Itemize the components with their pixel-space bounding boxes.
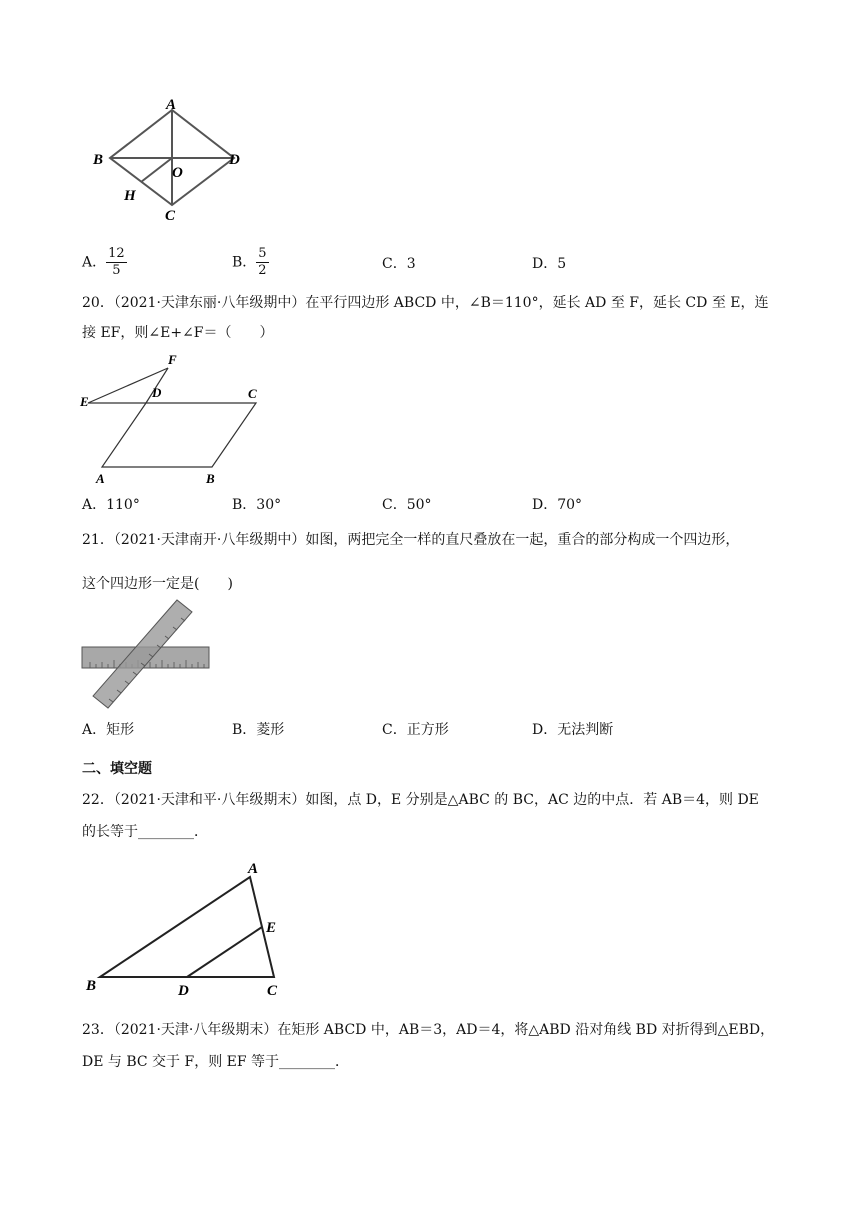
q19-label-d: D	[229, 152, 240, 168]
q20-option-a[interactable]: A．110°	[82, 497, 140, 513]
q19-option-c[interactable]: C．3	[382, 256, 416, 272]
q22-stem-line1: 22．（2021·天津和平·八年级期末）如图，点 D，E 分别是△ABC 的 BC，AC 边的中点．若 AB＝4，则 DE	[82, 792, 759, 808]
q23-stem-line2: DE 与 BC 交于 F，则 EF 等于________．	[82, 1054, 350, 1070]
q20-label-d: D	[152, 385, 162, 400]
q20-option-c[interactable]: C．50°	[382, 497, 432, 513]
q20-label-a: A	[96, 471, 105, 486]
q19-label-o: O	[172, 165, 183, 181]
q20-label-c: C	[248, 386, 257, 401]
q19-option-d[interactable]: D．5	[532, 256, 567, 272]
q21-stem-line2: 这个四边形一定是( )	[82, 576, 233, 592]
q20-stem-line2: 接 EF，则∠E+∠F＝（ ）	[82, 325, 274, 341]
q22-label-b: B	[86, 978, 97, 994]
q19-label-c: C	[165, 208, 176, 224]
q21-option-c[interactable]: C．正方形	[382, 722, 449, 738]
section-title-fill-in: 二、填空题	[82, 761, 152, 777]
q20-parallelogram-figure	[78, 350, 278, 490]
q19-option-a[interactable]: A． $\frac{12}{5}$	[82, 246, 125, 278]
q21-stem-line1: 21．（2021·天津南开·八年级期中）如图，两把完全一样的直尺叠放在一起，重合的部分构成一个四边形，	[82, 532, 740, 548]
q19-option-a-fraction: $\frac{12}{5}$	[108, 246, 125, 278]
q19-option-b-fraction: $\frac{5}{2}$	[258, 246, 267, 278]
q20-label-f: F	[168, 352, 177, 367]
q22-label-c: C	[267, 983, 278, 999]
q20-stem-line1: 20．（2021·天津东丽·八年级期中）在平行四边形 ABCD 中，∠B＝110°，延长 AD 至 F，延长 CD 至 E，连	[82, 295, 769, 311]
q19-label-h: H	[124, 188, 136, 204]
q21-rulers-figure	[80, 598, 215, 710]
q20-option-d[interactable]: D．70°	[532, 497, 583, 513]
q19-label-b: B	[93, 152, 104, 168]
q21-option-d[interactable]: D．无法判断	[532, 722, 614, 738]
q19-label-a: A	[166, 97, 177, 113]
q20-label-b: B	[206, 471, 215, 486]
q19-option-b[interactable]: B． $\frac{5}{2}$	[232, 246, 267, 278]
q23-stem-line1: 23．（2021·天津·八年级期末）在矩形 ABCD 中，AB＝3，AD＝4，将△ABD 沿对角线 BD 对折得到△EBD，	[82, 1022, 775, 1038]
q21-option-b[interactable]: B．菱形	[232, 722, 285, 738]
q22-label-d: D	[178, 983, 189, 999]
q21-option-a[interactable]: A．矩形	[82, 722, 135, 738]
q20-label-e: E	[80, 394, 89, 409]
q22-triangle-figure	[82, 855, 292, 1000]
q20-option-b[interactable]: B．30°	[232, 497, 282, 513]
q22-stem-line2: 的长等于________．	[82, 824, 208, 840]
q19-rhombus-figure	[88, 95, 258, 230]
q22-label-a: A	[248, 861, 259, 877]
q22-label-e: E	[266, 920, 277, 936]
